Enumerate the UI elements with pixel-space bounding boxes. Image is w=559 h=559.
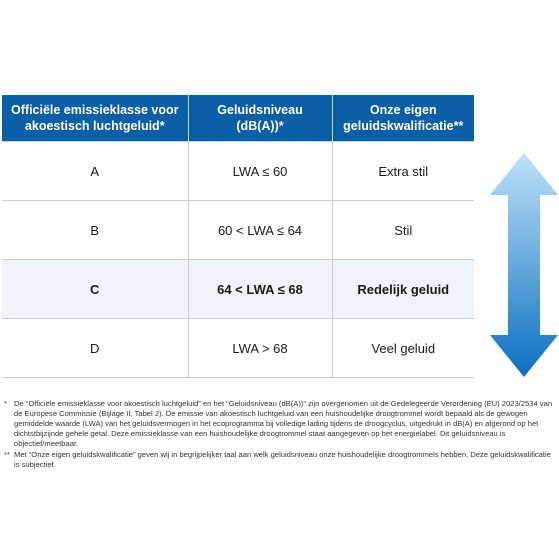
noise-classification-table xyxy=(2,95,474,378)
footnote-text: Met “Onze eigen geluidskwalificatie” geven wij in begrijpelijker taal aan welk geluidsniveau onze huishoudelijke droogtrommels hebben. Deze geluidskwalificatie is subjectief. xyxy=(14,450,551,469)
cell-class: D xyxy=(2,319,188,378)
cell-qualification: Veel geluid xyxy=(332,319,474,378)
table-row xyxy=(2,142,474,201)
footnote-mark: ** xyxy=(4,450,10,459)
cell-qualification: Extra stil xyxy=(332,142,474,201)
table-header-row xyxy=(2,95,474,142)
footnotes xyxy=(4,399,556,471)
cell-class: C xyxy=(2,260,188,319)
arrow-shape xyxy=(490,153,558,377)
table-row xyxy=(2,201,474,260)
footnote-mark: * xyxy=(4,399,7,408)
cell-level: LWA ≤ 60 xyxy=(188,142,332,201)
cell-class: B xyxy=(2,201,188,260)
footnote-1 xyxy=(4,399,556,449)
footnote-text: De “Officiële emissieklasse voor akoestisch luchtgeluid” en het “Geluidsniveau (dB(A))” zijn overgenomen uit de Gedelegeerde Verordening (EU) 2023/2534 van de Europese Commissie (Bijlage II, Tabel 2). De emissie van akoestisch luchtgeluid van een huishoudelijke droogtrommel wordt bepaald als de gewogen gemiddelde waarde (LWA) van het geluidsvermogen in het ecoprogramma bij volledige lading tijdens de droogcyclus, uitgedrukt in dB(A) en afgerond op het dichtstbijzijnde gehele getal. Deze emissieklasse van een huishoudelijke droogtrommel staat aangegeven op het energielabel. Dit geluidsniveau is objectief/meetbaar. xyxy=(14,399,553,448)
header-emission-class: Officiële emissieklasse voor akoestisch luchtgeluid* xyxy=(2,95,188,142)
cell-level: 60 < LWA ≤ 64 xyxy=(188,201,332,260)
header-noise-level: Geluidsniveau (dB(A))* xyxy=(188,95,332,142)
cell-level: LWA > 68 xyxy=(188,319,332,378)
cell-level: 64 < LWA ≤ 68 xyxy=(188,260,332,319)
cell-qualification: Redelijk geluid xyxy=(332,260,474,319)
cell-qualification: Stil xyxy=(332,201,474,260)
footnote-2 xyxy=(4,450,556,470)
cell-class: A xyxy=(2,142,188,201)
header-own-qualification: Onze eigen geluidskwalificatie** xyxy=(332,95,474,142)
table-row-highlighted xyxy=(2,260,474,319)
double-arrow-vertical-icon xyxy=(490,153,558,377)
table-row xyxy=(2,319,474,378)
